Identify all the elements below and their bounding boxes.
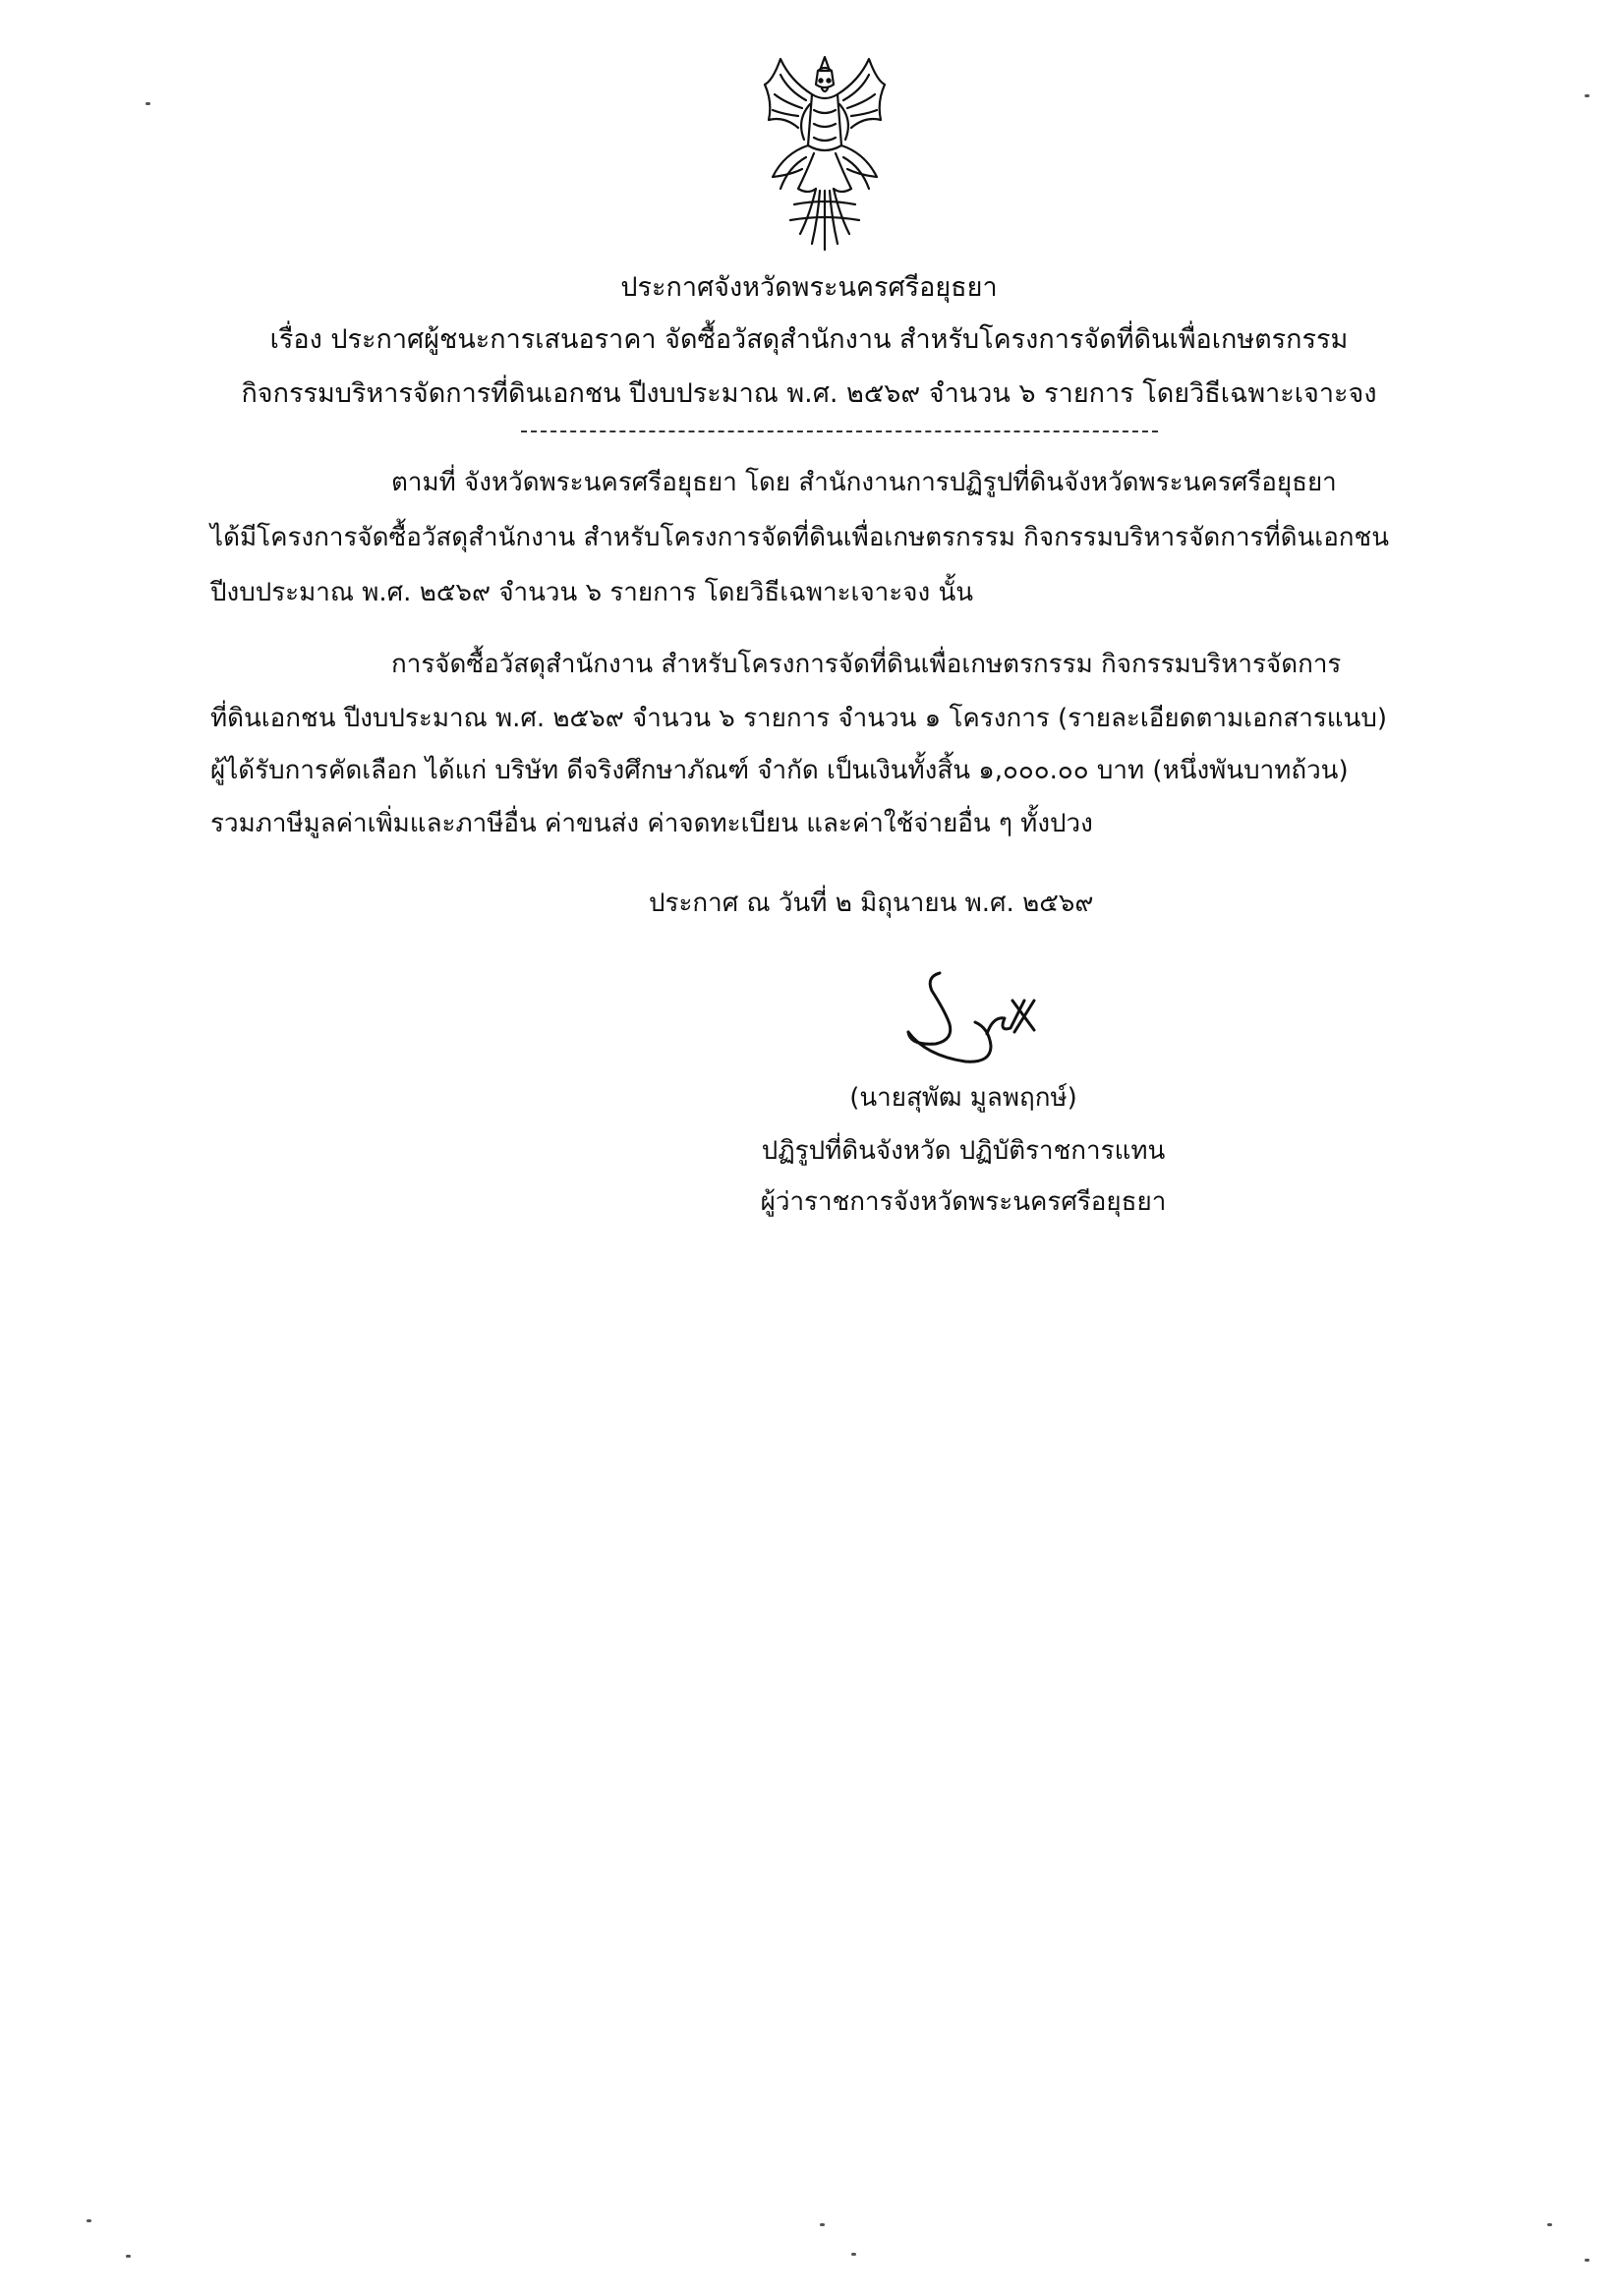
subject-line-2: กิจกรรมบริหารจัดการที่ดินเอกชน ปีงบประมาณ พ.ศ. ๒๕๖๙ จำนวน ๖ รายการ โดยวิธีเฉพาะเจาะจง [241, 378, 1377, 409]
signer-position-2: ผู้ว่าราชการจังหวัดพระนครศรีอยุธยา [760, 1187, 1167, 1217]
paragraph-1-line-3: ปีงบประมาณ พ.ศ. ๒๕๖๙ จำนวน ๖ รายการ โดยวิธีเฉพาะเจาะจง นั้น [210, 578, 973, 607]
paragraph-2-line-3: ผู้ได้รับการคัดเลือก ได้แก่ บริษัท ดีจริงศึกษาภัณฑ์ จำกัด เป็นเงินทั้งสิ้น ๑,๐๐๐.๐๐ บาท (หนึ่งพันบาทถ้วน) [210, 756, 1349, 785]
scan-speck [1585, 94, 1589, 97]
scan-speck [820, 2223, 825, 2226]
paragraph-2-line-2: ที่ดินเอกชน ปีงบประมาณ พ.ศ. ๒๕๖๙ จำนวน ๖ รายการ จำนวน ๑ โครงการ (รายละเอียดตามเอกสารแนบ) [210, 704, 1387, 733]
paragraph-2-line-4: รวมภาษีมูลค่าเพิ่มและภาษีอื่น ค่าขนส่ง ค่าจดทะเบียน และค่าใช้จ่ายอื่น ๆ ทั้งปวง [210, 809, 1093, 838]
paragraph-2-line-1: การจัดซื้อวัสดุสำนักงาน สำหรับโครงการจัดที่ดินเพื่อเกษตรกรรม กิจกรรมบริหารจัดการ [391, 650, 1342, 679]
dashed-divider [521, 430, 1158, 432]
scan-speck [851, 2253, 856, 2256]
scan-speck [145, 102, 150, 105]
paragraph-1-line-1: ตามที่ จังหวัดพระนครศรีอยุธยา โดย สำนักงานการปฏิรูปที่ดินจังหวัดพระนครศรีอยุธยา [391, 468, 1337, 497]
paragraph-1-line-2: ได้มีโครงการจัดซื้อวัสดุสำนักงาน สำหรับโครงการจัดที่ดินเพื่อเกษตรกรรม กิจกรรมบริหารจัดการที่ดินเอกชน [210, 523, 1389, 552]
garuda-emblem-icon [751, 51, 898, 258]
handwritten-signature-icon [896, 961, 1093, 1079]
scan-speck [126, 2255, 131, 2258]
announcement-date: ประกาศ ณ วันที่ ๒ มิถุนายน พ.ศ. ๒๕๖๙ [649, 889, 1094, 918]
scan-speck [1547, 2223, 1552, 2226]
subject-line-1: เรื่อง ประกาศผู้ชนะการเสนอราคา จัดซื้อวัสดุสำนักงาน สำหรับโครงการจัดที่ดินเพื่อเกษตรกรรม [269, 324, 1349, 355]
scan-speck [1585, 2259, 1589, 2262]
scan-speck [87, 2219, 91, 2222]
signer-name: (นายสุพัฒ มูลพฤกษ์) [849, 1083, 1077, 1113]
signer-position-1: ปฏิรูปที่ดินจังหวัด ปฏิบัติราชการแทน [761, 1136, 1166, 1166]
announcement-title: ประกาศจังหวัดพระนครศรีอยุธยา [620, 272, 998, 303]
